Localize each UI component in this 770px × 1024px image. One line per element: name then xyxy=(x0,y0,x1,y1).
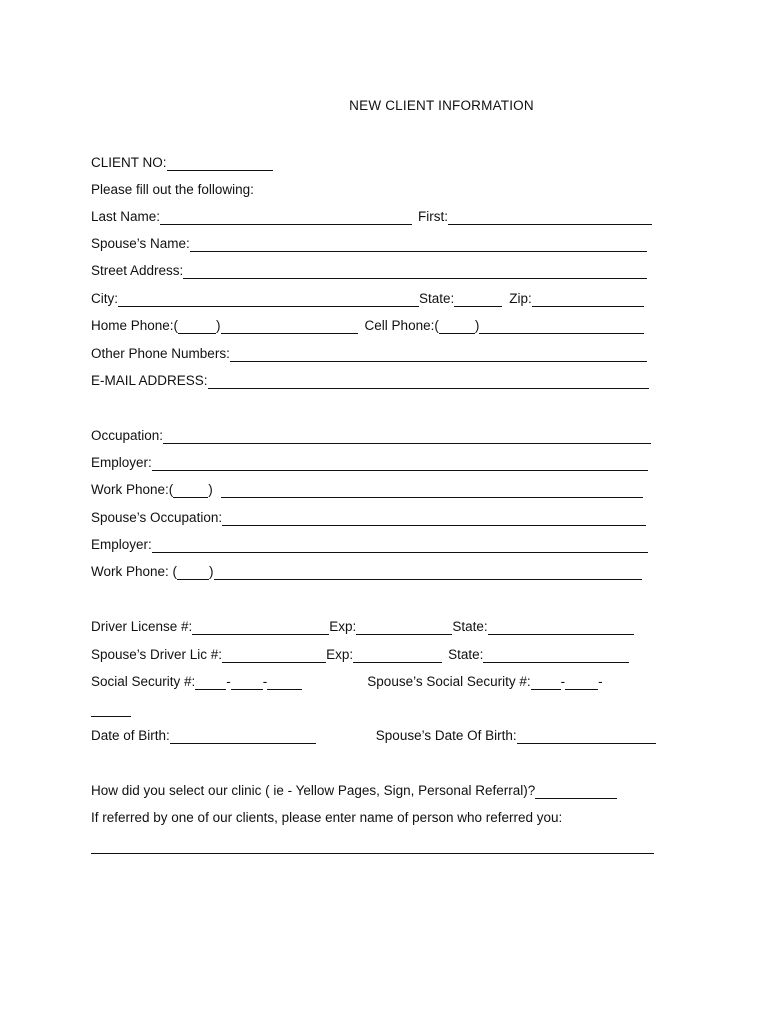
spouse-name-label: Spouse’s Name: xyxy=(91,236,190,251)
occupation-field[interactable] xyxy=(163,429,651,444)
work-phone-field[interactable] xyxy=(221,483,643,498)
dob-row xyxy=(91,726,656,744)
instructions-text: Please fill out the following: xyxy=(91,182,254,197)
spouse-occupation-field[interactable] xyxy=(222,511,646,526)
employer-field[interactable] xyxy=(152,456,648,471)
referrer-name-row xyxy=(91,836,654,854)
spouse-driver-license-row xyxy=(91,645,629,663)
other-phone-field[interactable] xyxy=(230,347,647,362)
spouse-license-exp-label: Exp: xyxy=(326,647,354,662)
license-state-label: State: xyxy=(452,619,488,634)
spouse-license-state-field[interactable] xyxy=(483,648,629,663)
zip-label: Zip: xyxy=(509,291,532,306)
occupation-row xyxy=(91,426,651,444)
spouse-work-phone-paren: ) xyxy=(209,564,214,579)
dob-label: Date of Birth: xyxy=(91,728,170,743)
spouse-work-phone-row xyxy=(91,562,642,580)
city-label: City: xyxy=(91,291,118,306)
ssn-part-2[interactable] xyxy=(231,675,263,690)
work-phone-row xyxy=(91,480,643,498)
driver-license-field[interactable] xyxy=(192,620,329,635)
spouse-work-phone-field[interactable] xyxy=(214,565,642,580)
cell-phone-paren: ) xyxy=(474,318,480,333)
other-phone-label: Other Phone Numbers: xyxy=(91,346,230,361)
client-no-label: CLIENT NO: xyxy=(91,155,167,170)
dob-field[interactable] xyxy=(170,729,316,744)
license-exp-field[interactable] xyxy=(356,620,452,635)
ssn-part-1[interactable] xyxy=(195,675,226,690)
last-name-label: Last Name: xyxy=(91,209,161,224)
spouse-driver-license-label: Spouse’s Driver Lic #: xyxy=(91,647,223,662)
ssn-row xyxy=(91,672,603,690)
clinic-question-row xyxy=(91,781,617,799)
spouse-ssn-dash: - xyxy=(560,674,566,689)
referred-by-text: If referred by one of our clients, please enter name of person who referred you: xyxy=(91,810,563,825)
spouse-work-phone-area-code[interactable] xyxy=(177,565,209,580)
clinic-source-field[interactable] xyxy=(535,784,617,799)
employer-row xyxy=(91,453,648,471)
spouse-name-field[interactable] xyxy=(190,237,647,252)
employer-label: Employer: xyxy=(91,455,152,470)
ssn-dash: - xyxy=(226,674,231,689)
home-phone-field[interactable] xyxy=(221,319,358,334)
spouse-employer-row xyxy=(91,535,648,553)
spouse-license-state-label: State: xyxy=(448,647,484,662)
work-phone-label: Work Phone:( xyxy=(91,482,174,497)
spouse-work-phone-label: Work Phone: ( xyxy=(91,564,178,579)
driver-license-label: Driver License #: xyxy=(91,619,193,634)
referred-row xyxy=(91,808,562,826)
city-row xyxy=(91,289,644,307)
other-phone-row xyxy=(91,344,647,362)
spouse-dob-label: Spouse’s Date Of Birth: xyxy=(375,728,517,743)
spouse-ssn-continuation-row xyxy=(91,699,131,717)
street-address-label: Street Address: xyxy=(91,263,184,278)
street-address-field[interactable] xyxy=(183,264,647,279)
state-label: State: xyxy=(419,291,455,306)
spouse-employer-field[interactable] xyxy=(152,538,648,553)
occupation-label: Occupation: xyxy=(91,428,164,443)
referrer-name-field[interactable] xyxy=(91,839,654,854)
license-exp-label: Exp: xyxy=(329,619,357,634)
zip-field[interactable] xyxy=(532,292,644,307)
name-row xyxy=(91,207,652,225)
spouse-employer-label: Employer: xyxy=(91,537,152,552)
license-state-field[interactable] xyxy=(488,620,634,635)
spouse-occupation-row xyxy=(91,508,646,526)
spouse-name-row xyxy=(91,234,647,252)
spouse-ssn-label: Spouse’s Social Security #: xyxy=(367,674,531,689)
email-field[interactable] xyxy=(208,374,649,389)
phone-row xyxy=(91,316,644,334)
state-field[interactable] xyxy=(454,292,502,307)
street-row xyxy=(91,261,647,279)
spouse-ssn-part-3[interactable] xyxy=(91,702,131,717)
last-name-field[interactable] xyxy=(160,210,412,225)
work-phone-area-code[interactable] xyxy=(173,483,208,498)
spouse-dob-field[interactable] xyxy=(517,729,656,744)
home-phone-label: Home Phone:( xyxy=(91,318,179,333)
first-name-field[interactable] xyxy=(448,210,652,225)
city-field[interactable] xyxy=(118,292,419,307)
client-no-field[interactable] xyxy=(167,156,273,171)
spouse-driver-license-field[interactable] xyxy=(222,648,326,663)
spouse-ssn-dash: - xyxy=(598,674,603,689)
cell-phone-area-code[interactable] xyxy=(439,319,475,334)
cell-phone-label: Cell Phone:( xyxy=(364,318,439,333)
clinic-question-text: How did you select our clinic ( ie - Yellow Pages, Sign, Personal Referral)? xyxy=(91,783,536,798)
spouse-license-exp-field[interactable] xyxy=(353,648,442,663)
form-title: NEW CLIENT INFORMATION xyxy=(349,98,534,113)
spouse-ssn-part-1[interactable] xyxy=(531,675,561,690)
spouse-occupation-label: Spouse’s Occupation: xyxy=(91,510,223,525)
client-no-row xyxy=(91,153,273,171)
home-phone-area-code[interactable] xyxy=(178,319,216,334)
ssn-label: Social Security #: xyxy=(91,674,196,689)
first-name-label: First: xyxy=(418,209,449,224)
instructions-row xyxy=(91,180,254,198)
ssn-part-3[interactable] xyxy=(267,675,302,690)
driver-license-row xyxy=(91,617,634,635)
ssn-dash: - xyxy=(262,674,268,689)
work-phone-paren: ) xyxy=(208,482,213,497)
spouse-ssn-part-2[interactable] xyxy=(565,675,598,690)
home-phone-paren: ) xyxy=(216,318,221,333)
cell-phone-field[interactable] xyxy=(479,319,644,334)
email-label: E-MAIL ADDRESS: xyxy=(91,373,208,388)
email-row xyxy=(91,371,649,389)
